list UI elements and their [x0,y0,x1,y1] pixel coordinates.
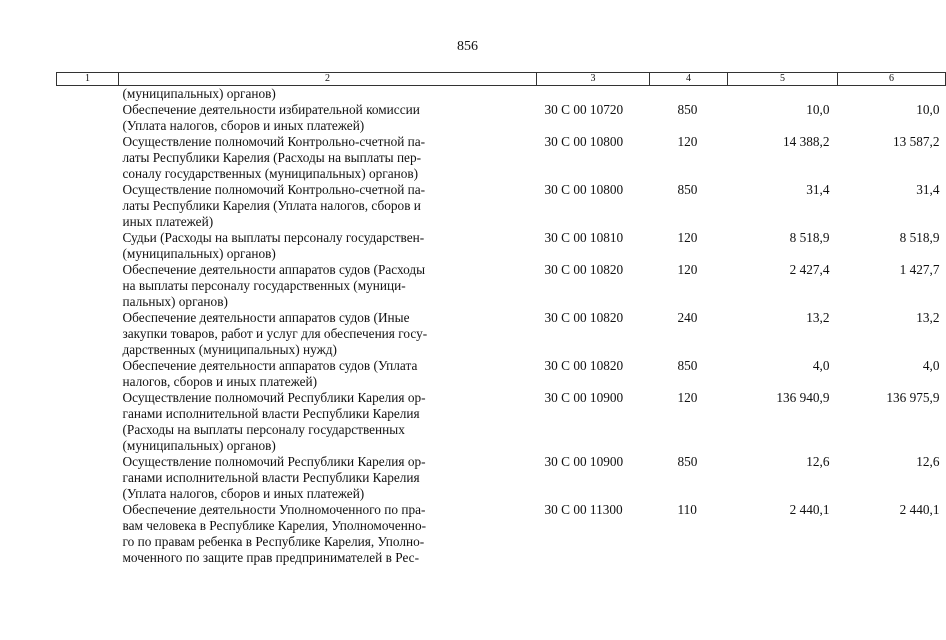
name-line: вам человека в Республике Карелия, Уполномоченно- [122,518,427,533]
continuation-text [119,86,537,103]
name-line: латы Республики Карелия (Уплата налогов, сборов и [122,198,421,213]
expense-type-code: 120 [677,390,698,405]
name-line: на выплаты персоналу государственных (муници- [122,278,406,293]
name-line: (Уплата налогов, сборов и иных платежей) [122,486,365,501]
name-line: пальных) органов) [122,294,228,309]
column-header-3: 3 [537,73,650,86]
name-line: Судьи (Расходы на выплаты персоналу государствен- [122,230,425,245]
name-line: Обеспечение деятельности избирательной комиссии [122,102,420,117]
column-header-4: 4 [650,73,728,86]
amount-year-1: 13,2 [806,310,830,325]
name-line: Осуществление полномочий Республики Карелия ор- [122,390,426,405]
amount-year-1: 14 388,2 [782,134,830,149]
table-row [57,262,946,310]
amount-year-1: 2 440,1 [789,502,830,517]
amount-year-1: 8 518,9 [789,230,830,245]
cell-empty [57,134,119,182]
target-article-code: 30 С 00 10810 [544,230,624,245]
cell-empty [57,182,119,230]
expense-name [119,134,537,182]
name-line: (Расходы на выплаты персоналу государственных [122,422,405,437]
expense-type-code: 120 [677,230,698,245]
continuation-row [57,86,946,103]
table-row [57,310,946,358]
expense-type-code: 850 [677,102,698,117]
table-row [57,454,946,502]
name-line: налогов, сборов и иных платежей) [122,374,318,389]
name-line: го по правам ребенка в Республике Карелия, Уполно- [122,534,425,549]
target-article-code: 30 С 00 10820 [544,358,624,373]
expense-name [119,502,537,566]
column-header-6: 6 [838,73,946,86]
cell-empty [537,86,650,103]
expense-name [119,310,537,358]
name-line: (муниципальных) органов) [122,86,276,101]
name-line: ганами исполнительной власти Республики Карелия [122,406,420,421]
name-line: ганами исполнительной власти Республики Карелия [122,470,420,485]
target-article-code: 30 С 00 10820 [544,310,624,325]
expense-name [119,454,537,502]
name-line: Обеспечение деятельности аппаратов судов (Уплата [122,358,418,373]
name-line: (муниципальных) органов) [122,438,276,453]
cell-empty [57,86,119,103]
name-line: Осуществление полномочий Контрольно-счетной па- [122,134,426,149]
amount-year-2: 31,4 [916,182,940,197]
name-line: Обеспечение деятельности Уполномоченного по пра- [122,502,426,517]
cell-empty [57,454,119,502]
cell-empty [57,102,119,134]
table-row [57,182,946,230]
expense-type-code: 110 [677,502,697,517]
expense-type-code: 120 [677,262,698,277]
cell-empty [57,358,119,390]
column-header-2: 2 [119,73,537,86]
amount-year-2: 10,0 [916,102,940,117]
target-article-code: 30 С 00 10900 [544,390,624,405]
expense-name [119,358,537,390]
target-article-code: 30 С 00 10900 [544,454,624,469]
expense-type-code: 120 [677,134,698,149]
amount-year-1: 4,0 [812,358,830,373]
name-line: иных платежей) [122,214,214,229]
cell-empty [57,390,119,454]
table-body [57,86,946,567]
amount-year-2: 2 440,1 [899,502,940,517]
expense-type-code: 240 [677,310,698,325]
amount-year-1: 31,4 [806,182,830,197]
column-header-5: 5 [728,73,838,86]
budget-table [56,72,946,566]
amount-year-1: 136 940,9 [776,390,830,405]
amount-year-2: 136 975,9 [886,390,940,405]
name-line: (муниципальных) органов) [122,246,276,261]
cell-empty [650,86,728,103]
target-article-code: 30 С 00 10720 [544,102,624,117]
amount-year-2: 1 427,7 [899,262,940,277]
page-number: 856 [457,39,478,54]
cell-empty [838,86,946,103]
table-row [57,358,946,390]
amount-year-2: 13,2 [916,310,940,325]
expense-name [119,102,537,134]
expense-type-code: 850 [677,182,698,197]
name-line: соналу государственных (муниципальных) органов) [122,166,419,181]
name-line: латы Республики Карелия (Расходы на выплаты пер- [122,150,422,165]
target-article-code: 30 С 00 10800 [544,182,624,197]
column-header-1: 1 [57,73,119,86]
cell-empty [57,502,119,566]
name-line: Осуществление полномочий Республики Карелия ор- [122,454,426,469]
expense-name [119,390,537,454]
name-line: Обеспечение деятельности аппаратов судов (Расходы [122,262,426,277]
expense-name [119,262,537,310]
amount-year-2: 12,6 [916,454,940,469]
table-row [57,390,946,454]
cell-empty [728,86,838,103]
expense-name [119,230,537,262]
expense-name [119,182,537,230]
name-line: Обеспечение деятельности аппаратов судов (Иные [122,310,410,325]
amount-year-2: 13 587,2 [892,134,940,149]
name-line: моченного по защите прав предпринимателей в Рес- [122,550,420,565]
amount-year-1: 2 427,4 [789,262,830,277]
expense-type-code: 850 [677,358,698,373]
table-row [57,502,946,566]
table-row [57,230,946,262]
target-article-code: 30 С 00 10820 [544,262,624,277]
amount-year-1: 12,6 [806,454,830,469]
name-line: (Уплата налогов, сборов и иных платежей) [122,118,365,133]
cell-empty [57,230,119,262]
table-row [57,134,946,182]
target-article-code: 30 С 00 11300 [544,502,623,517]
table-header-row [57,73,946,86]
expense-type-code: 850 [677,454,698,469]
target-article-code: 30 С 00 10800 [544,134,624,149]
amount-year-2: 4,0 [922,358,940,373]
cell-empty [57,310,119,358]
name-line: дарственных (муниципальных) нужд) [122,342,337,357]
amount-year-2: 8 518,9 [899,230,940,245]
amount-year-1: 10,0 [806,102,830,117]
name-line: закупки товаров, работ и услуг для обеспечения госу- [122,326,428,341]
name-line: Осуществление полномочий Контрольно-счетной па- [122,182,426,197]
table-row [57,102,946,134]
cell-empty [57,262,119,310]
